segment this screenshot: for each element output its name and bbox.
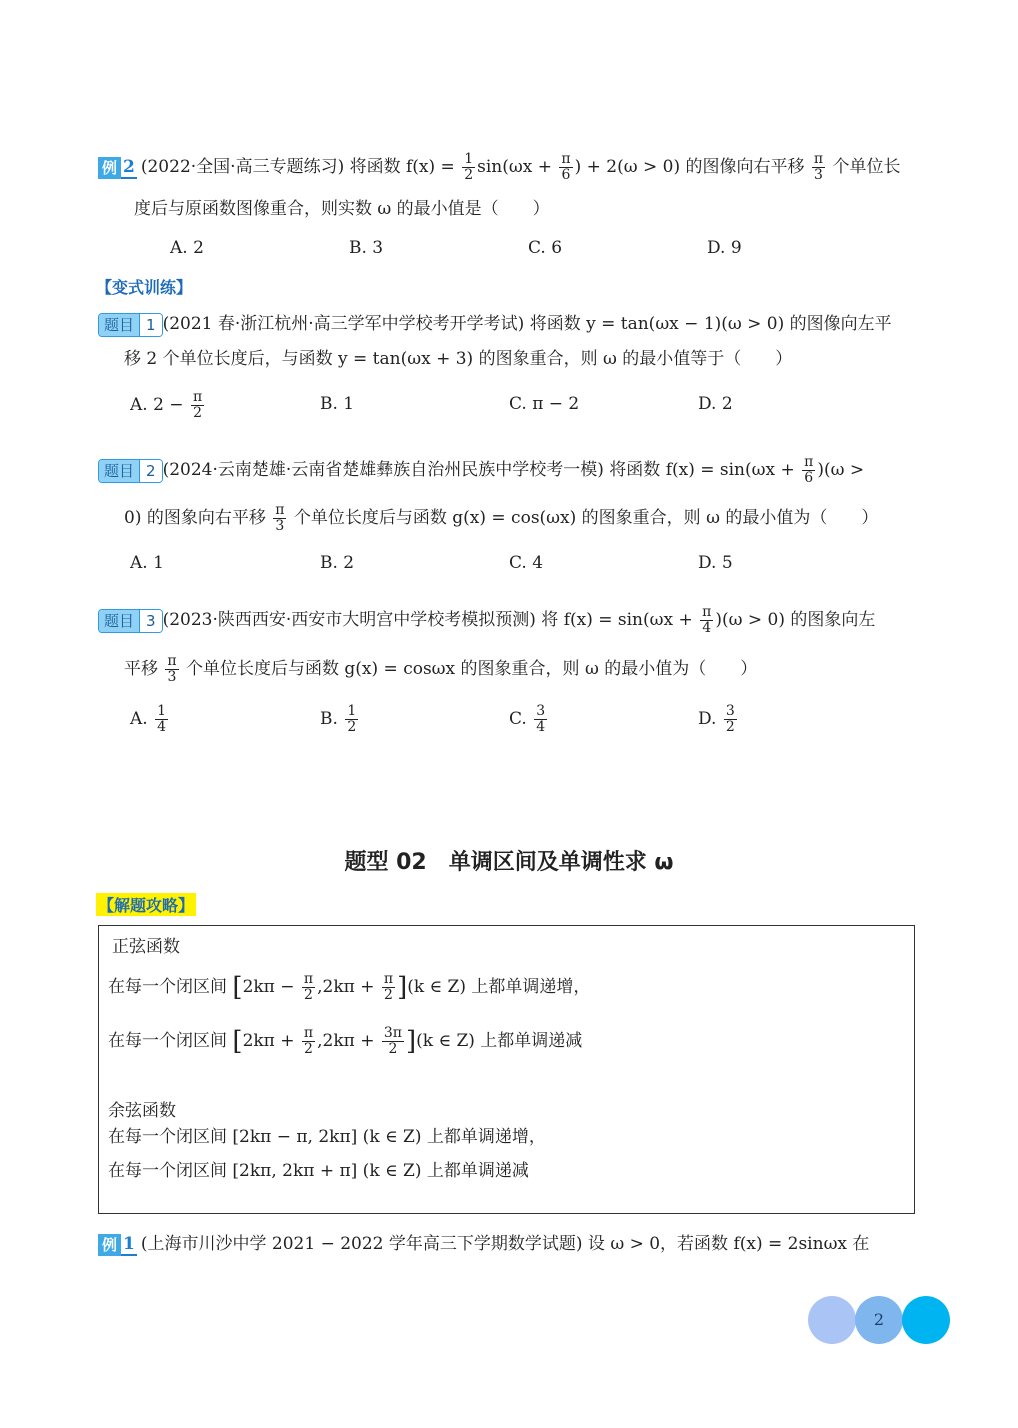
- option-c: C. 6: [528, 238, 563, 258]
- option-d: D. 2: [698, 394, 733, 414]
- fraction: $\frac{\pi}{2}$: [383, 971, 394, 1003]
- example-label: 例: [98, 1234, 121, 1256]
- option-c: C. $\frac{3}{4}$: [509, 703, 546, 735]
- fraction: $\frac{3\pi}{2}$: [383, 1025, 402, 1057]
- fraction: $\frac{3}{2}$: [725, 703, 735, 735]
- sine-decreasing-line: 在每一个闭区间 [2kπ + $\frac{\pi}{2}$ ,2kπ + $\frac{3\pi}{2}$ ](k ∈ Z) 上都单调递减: [108, 1025, 583, 1057]
- variant-training-label: 【变式训练】: [96, 278, 193, 297]
- fraction: $\frac{1}{2}$: [347, 703, 357, 735]
- option-d: D. 9: [707, 238, 742, 258]
- question-2-line1: 题目 2 (2024·云南楚雄·云南省楚雄彝族自治州民族中学校考一模) 将函数 f(x) = sin(ωx + $\frac{\pi}{6}$ )(ω >: [98, 455, 864, 486]
- option-b: B. $\frac{1}{2}$: [320, 703, 357, 735]
- cosine-increasing-line: 在每一个闭区间 [2kπ − π, 2kπ] (k ∈ Z) 上都单调递增，: [108, 1127, 546, 1147]
- fraction: $\frac{3}{4}$: [536, 703, 546, 735]
- option-b: B. 1: [320, 394, 355, 414]
- option-a: A. $\frac{1}{4}$: [130, 703, 167, 735]
- fraction: $\frac{\pi}{6}$: [561, 151, 571, 183]
- section-title: 题型 02 单调区间及单调性求 ω: [344, 850, 674, 875]
- question-1-line2: 移 2 个单位长度后，与函数 y = tan(ωx + 3) 的图象重合，则 ω 的最小值等于（ ）: [124, 349, 793, 369]
- sine-title: 正弦函数: [112, 937, 180, 957]
- example-2-line2: 度后与原函数图像重合，则实数 ω 的最小值是（ ）: [134, 199, 550, 219]
- fraction: $\frac{1}{2}$: [464, 151, 474, 183]
- question-3-line2: 平移 $\frac{\pi}{3}$ 个单位长度后与函数 g(x) = cosωx 的图象重合，则 ω 的最小值为（ ）: [124, 653, 758, 685]
- sine-increasing-line: 在每一个闭区间 [2kπ − $\frac{\pi}{2}$ ,2kπ + $\frac{\pi}{2}$ ](k ∈ Z) 上都单调递增，: [108, 971, 591, 1003]
- question-text: (2021 春·浙江杭州·高三学军中学校考开学考试) 将函数 y = tan(ωx − 1)(ω > 0) 的图像向左平: [162, 314, 892, 334]
- fraction: $\frac{\pi}{2}$: [303, 971, 314, 1003]
- question-1-line1: [98, 311, 892, 337]
- option-b: B. 2: [320, 553, 355, 573]
- fraction: $\frac{1}{4}$: [157, 703, 167, 735]
- question-badge: 题目 2: [98, 459, 163, 483]
- fraction: $\frac{\pi}{2}$: [192, 389, 203, 421]
- fraction: $\frac{\pi}{3}$: [167, 653, 177, 685]
- decorative-circle: [808, 1296, 856, 1344]
- option-a: A. 1: [130, 553, 164, 573]
- option-c: C. π − 2: [509, 394, 580, 414]
- fraction: $\frac{\pi}{4}$: [702, 604, 712, 636]
- option-d: D. $\frac{3}{2}$: [698, 703, 735, 735]
- fraction: $\frac{\pi}{6}$: [804, 454, 814, 486]
- option-d: D. 5: [698, 553, 733, 573]
- question-badge: 题目 3: [98, 609, 163, 633]
- cosine-title: 余弦函数: [108, 1101, 176, 1121]
- strategy-label: 【解题攻略】: [96, 893, 196, 916]
- example-number: 1: [123, 1233, 135, 1254]
- fraction: $\frac{\pi}{3}$: [813, 151, 824, 183]
- question-2-line2: 0) 的图象向右平移 $\frac{\pi}{3}$ 个单位长度后与函数 g(x) = cos(ωx) 的图象重合，则 ω 的最小值为（ ）: [124, 502, 879, 534]
- example-text-a: (2022·全国·高三专题练习) 将函数 f(x) =: [140, 157, 461, 177]
- fraction: $\frac{\pi}{2}$: [303, 1025, 314, 1057]
- option-a: A. 2 − $\frac{\pi}{2}$: [130, 389, 203, 421]
- fraction: $\frac{\pi}{3}$: [275, 502, 285, 534]
- decorative-circle: [902, 1296, 950, 1344]
- example-1-line: 例 1 (上海市川沙中学 2021 − 2022 学年高三下学期数学试题) 设 ω > 0，若函数 f(x) = 2sinωx 在: [98, 1231, 869, 1257]
- question-badge: 题目 1: [98, 313, 163, 337]
- example-number: 2: [123, 156, 135, 177]
- question-3-line1: 题目 3 (2023·陕西西安·西安市大明宫中学校考模拟预测) 将 f(x) = sin(ωx + $\frac{\pi}{4}$ )(ω > 0) 的图象向左: [98, 605, 875, 636]
- example-text-b: sin(ωx +: [477, 157, 558, 177]
- cosine-decreasing-line: 在每一个闭区间 [2kπ, 2kπ + π] (k ∈ Z) 上都单调递减: [108, 1161, 529, 1181]
- option-a: A. 2: [170, 238, 204, 258]
- example-2-line1: [98, 152, 901, 183]
- option-b: B. 3: [349, 238, 384, 258]
- option-c: C. 4: [509, 553, 544, 573]
- page-number: 2: [855, 1296, 903, 1344]
- example-label: 例: [98, 157, 121, 179]
- example-text-c: ) + 2(ω > 0) 的图像向右平移: [574, 157, 810, 177]
- example-text-d: 个单位长: [827, 157, 901, 177]
